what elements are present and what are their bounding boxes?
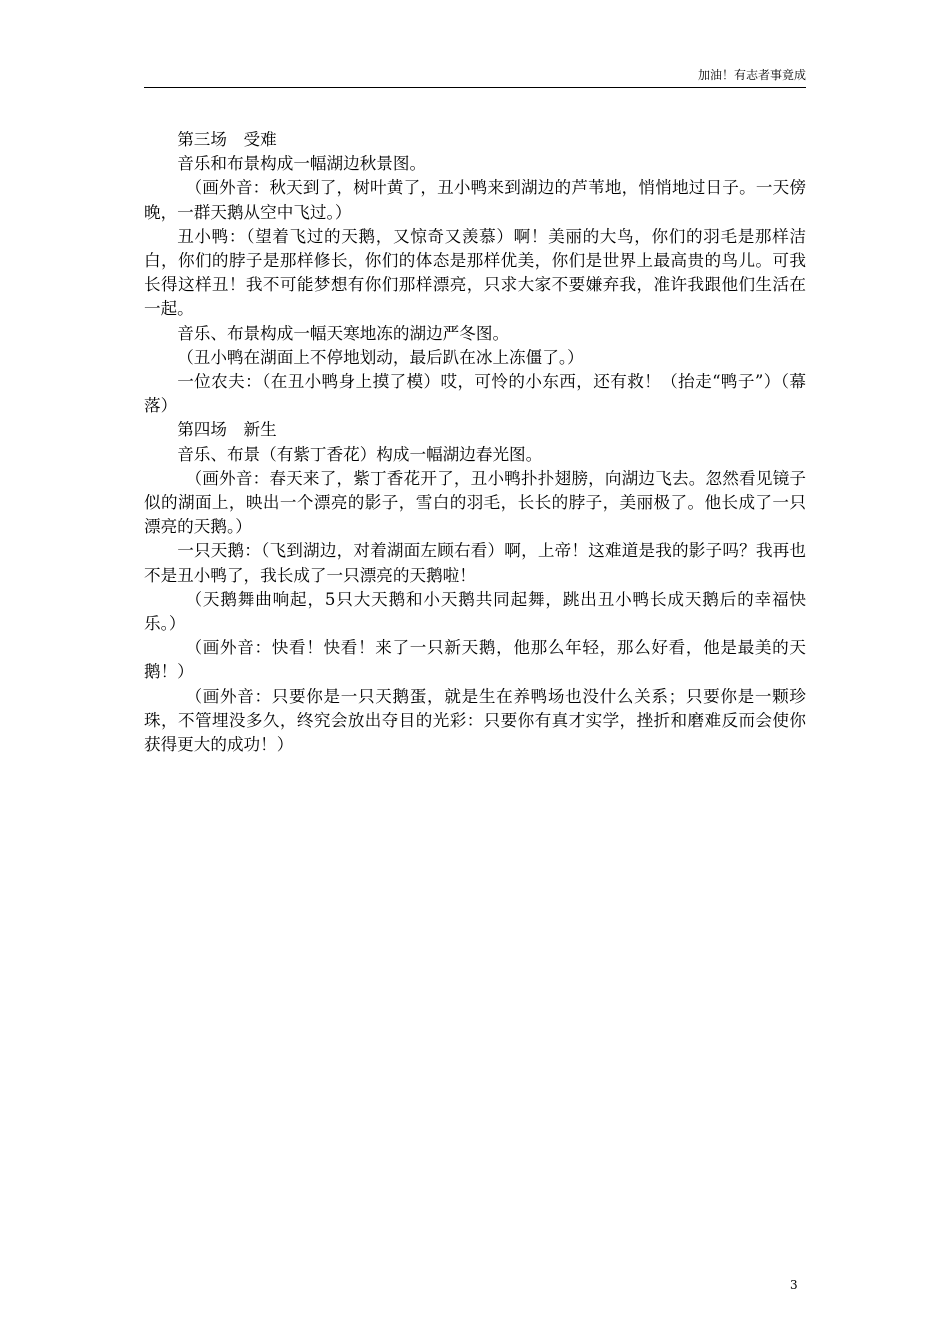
header-rule — [144, 87, 806, 88]
header-motto: 加油！有志者事竟成 — [697, 68, 806, 82]
document-body — [144, 128, 806, 757]
voiceover-paragraph: （画外音：只要你是一只天鹅蛋，就是生在养鸭场也没什么关系；只要你是一颗珍珠，不管埋没多久，终究会放出夺目的光彩：只要你有真才实学，挫折和磨难反而会使你获得更大的成功！） — [144, 686, 806, 755]
dialogue-paragraph: 一只天鹅：（飞到湖边，对着湖面左顾右看）啊，上帝！这难道是我的影子吗？我再也不是丑小鸭了，我长成了一只漂亮的天鹅啦！ — [144, 541, 806, 585]
voiceover-paragraph: （画外音：春天来了，紫丁香花开了，丑小鸭扑扑翅膀，向湖边飞去。忽然看见镜子似的湖面上，映出一个漂亮的影子，雪白的羽毛，长长的脖子，美丽极了。他长成了一只漂亮的天鹅。） — [144, 468, 806, 537]
stage-direction: 音乐、布景构成一幅天寒地冻的湖边严冬图。 — [177, 323, 510, 343]
dialogue-paragraph: 丑小鸭：（望着飞过的天鹅，又惊奇又羡慕）啊！美丽的大鸟，你们的羽毛是那样洁白，你们的脖子是那样修长，你们的体态是那样优美，你们是世界上最高贵的鸟儿。可我长得这样丑！我不可能梦想有你们那样漂亮，只求大家不要嫌弃我，准许我跟他们生活在一起。 — [144, 226, 806, 319]
page-number: 3 — [790, 1278, 798, 1292]
stage-direction: （天鹅舞曲响起，5只大天鹅和小天鹅共同起舞，跳出丑小鸭长成天鹅后的幸福快乐。） — [144, 589, 806, 634]
scene-three-heading: 第三场 受难 — [177, 130, 277, 149]
stage-direction: 音乐和布景构成一幅湖边秋景图。 — [177, 154, 427, 174]
voiceover-paragraph: （画外音：秋天到了，树叶黄了，丑小鸭来到湖边的芦苇地，悄悄地过日子。一天傍晚，一群天鹅从空中飞过。） — [144, 178, 806, 222]
stage-direction: 音乐、布景（有紫丁香花）构成一幅湖边春光图。 — [177, 444, 543, 464]
stage-direction: （丑小鸭在湖面上不停地划动，最后趴在冰上冻僵了。） — [177, 347, 584, 367]
dialogue-paragraph: 一位农夫：（在丑小鸭身上摸了模）哎，可怜的小东西，还有救！（抬走“鸭子”）（幕落） — [144, 372, 806, 416]
scene-four-heading: 第四场 新生 — [177, 420, 277, 440]
voiceover-paragraph: （画外音：快看！快看！来了一只新天鹅，他那么年轻，那么好看，他是最美的天鹅！） — [144, 638, 806, 682]
